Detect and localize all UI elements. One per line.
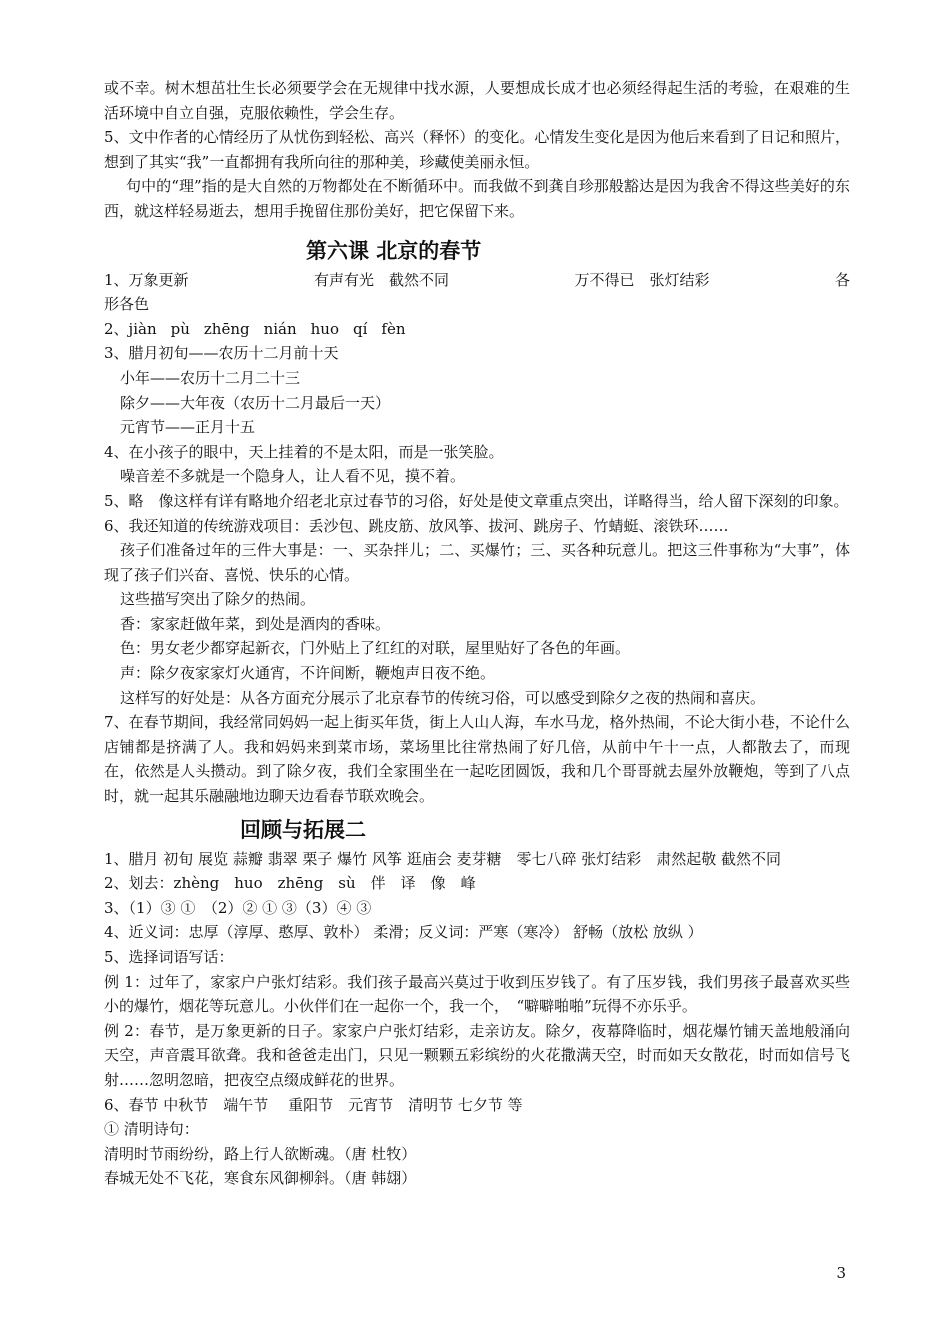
pinyin-word: huo: [310, 319, 339, 338]
paragraph: 5、略 像这样有详有略地介绍老北京过春节的习俗，好处是使文章重点突出，详略得当，给人留下深刻的印象。: [104, 491, 849, 510]
page-number: 3: [836, 1264, 846, 1282]
answer-label: 2、: [104, 319, 129, 338]
answer-line: 2、划去：zhèng huo zhēng sù 伴 译 像 峰: [104, 874, 476, 893]
answer-item: 有声有光 截然不同: [314, 270, 450, 289]
poem-line: 春城无处不飞花，寒食东风御柳斜。（唐 韩翃）: [104, 1169, 417, 1188]
paragraph: 句中的“理”指的是大自然的万物都处在不断循环中。而我做不到龚自珍那般豁达是因为我舍不得这些美好的东西，就这样轻易逝去，想用手挽留住那份美好，把它保留下来。: [104, 177, 850, 220]
lesson-title: 第六课 北京的春节: [306, 238, 482, 263]
answer-2-pinyin: [104, 317, 850, 342]
pinyin-word: nián: [263, 319, 297, 338]
answer-line: 3、腊月初旬——农历十二月前十天: [104, 344, 339, 363]
paragraph: 例 2：春节，是万象更新的日子。家家户户张灯结彩，走亲访友。除夕，夜幕降临时，烟花爆竹铺天盖地般涌向天空，声音震耳欲聋。我和爸爸走出门，只见一颗颗五彩缤纷的火花撒满天空，时而如天女散花，时而如信号飞射……忽明忽暗，把夜空点缀成鲜花的世界。: [104, 1021, 850, 1089]
paragraph: 或不幸。树木想茁壮生长必须要学会在无规律中找水源，人要想成长成才也必须经得起生活的考验，在艰难的生活环境中自立自强，克服依赖性，学会生存。: [104, 79, 850, 122]
answer-line: 除夕——大年夜（农历十二月最后一天）: [120, 393, 391, 412]
paragraph: 7、在春节期间，我经常同妈妈一起上街买年货，街上人山人海，车水马龙，格外热闹，不论大街小巷，不论什么店铺都是挤满了人。我和妈妈来到菜市场，菜场里比往常热闹了好几倍，从前中午十一点，人都散去了，而现在，依然是人头攒动。到了除夕夜，我们全家围坐在一起吃团圆饭，我和几个哥哥就去屋外放鞭炮，等到了八点时，就一起其乐融融地边聊天边看春节联欢晚会。: [104, 713, 850, 806]
answer-line: 4、在小孩子的眼中，天上挂着的不是太阳，而是一张笑脸。: [104, 442, 504, 461]
answer-line: 香：家家赶做年菜，到处是酒肉的香味。: [120, 614, 391, 633]
page-content: [104, 76, 850, 1191]
pinyin-word: pù: [170, 319, 190, 338]
answer-line: 形各色: [104, 295, 150, 314]
answer-line: 小年——农历十二月二十三: [120, 368, 301, 387]
answer-line: 元宵节——正月十五: [120, 418, 256, 437]
answer-line: 这样写的好处是：从各方面充分展示了北京春节的传统习俗，可以感受到除夕之夜的热闹和喜庆。: [120, 688, 766, 707]
answer-line: 3、（1）③ ① （2）② ① ③（3）④ ③: [104, 898, 372, 917]
answer-line: 5、选择词语写话：: [104, 948, 234, 966]
paragraph: 5、文中作者的心情经历了从忧伤到轻松、高兴（释怀）的变化。心情发生变化是因为他后来看到了日记和照片，想到了其实“我”一直都拥有我所向往的那种美，珍藏使美丽永恒。: [104, 128, 850, 171]
paragraph: 例 1：过年了，家家户户张灯结彩。我们孩子最高兴莫过于收到压岁钱了。有了压岁钱，我们男孩子最喜欢买些小的爆竹，烟花等玩意儿。小伙伴们在一起你一个，我一个， “噼噼啪啪”玩得不亦乐乎。: [104, 972, 850, 1016]
answer-line: 6、我还知道的传统游戏项目：丢沙包、跳皮筋、放风筝、拔河、跳房子、竹蜻蜓、滚铁环……: [104, 516, 729, 535]
pinyin-word: fèn: [381, 319, 406, 338]
answer-line: 6、春节 中秋节 端午节 重阳节 元宵节 清明节 七夕节 等: [104, 1095, 523, 1114]
answer-line: 色：男女老少都穿起新衣，门外贴上了红红的对联，屋里贴好了各色的年画。: [120, 639, 631, 658]
pinyin-word: jiàn: [128, 319, 157, 338]
answer-line: 4、近义词：忠厚（淳厚、憨厚、敦朴） 柔滑；反义词：严寒（寒冷） 舒畅（放松 放纵 ）: [104, 923, 703, 942]
poem-line: 清明时节雨纷纷，路上行人欲断魂。（唐 杜牧）: [104, 1144, 417, 1163]
answer-line: 声：除夕夜家家灯火通宵，不许间断，鞭炮声日夜不绝。: [120, 664, 496, 683]
answer-1-row: [104, 268, 850, 293]
pinyin-word: qí: [353, 319, 368, 338]
paragraph: 1、腊月 初旬 展览 蒜瓣 翡翠 栗子 爆竹 风筝 逛庙会 麦芽糖 零七八碎 张灯结彩 肃然起敬 截然不同: [104, 849, 781, 868]
section-title: 回顾与拓展二: [240, 817, 366, 842]
answer-item: 1、万象更新: [104, 270, 189, 289]
answer-line: 噪音差不多就是一个隐身人，让人看不见，摸不着。: [120, 467, 466, 486]
pinyin-word: zhēng: [203, 319, 250, 338]
answer-item: 各: [834, 270, 850, 289]
answer-line: 这些描写突出了除夕的热闹。: [120, 590, 316, 609]
paragraph: 孩子们准备过年的三件大事是：一、买杂拌儿；二、买爆竹；三、买各种玩意儿。把这三件事称为“大事”，体现了孩子们兴奋、喜悦、快乐的心情。: [104, 541, 850, 584]
answer-line: ① 清明诗句：: [104, 1120, 199, 1139]
answer-item: 万不得已 张灯结彩: [574, 270, 710, 289]
